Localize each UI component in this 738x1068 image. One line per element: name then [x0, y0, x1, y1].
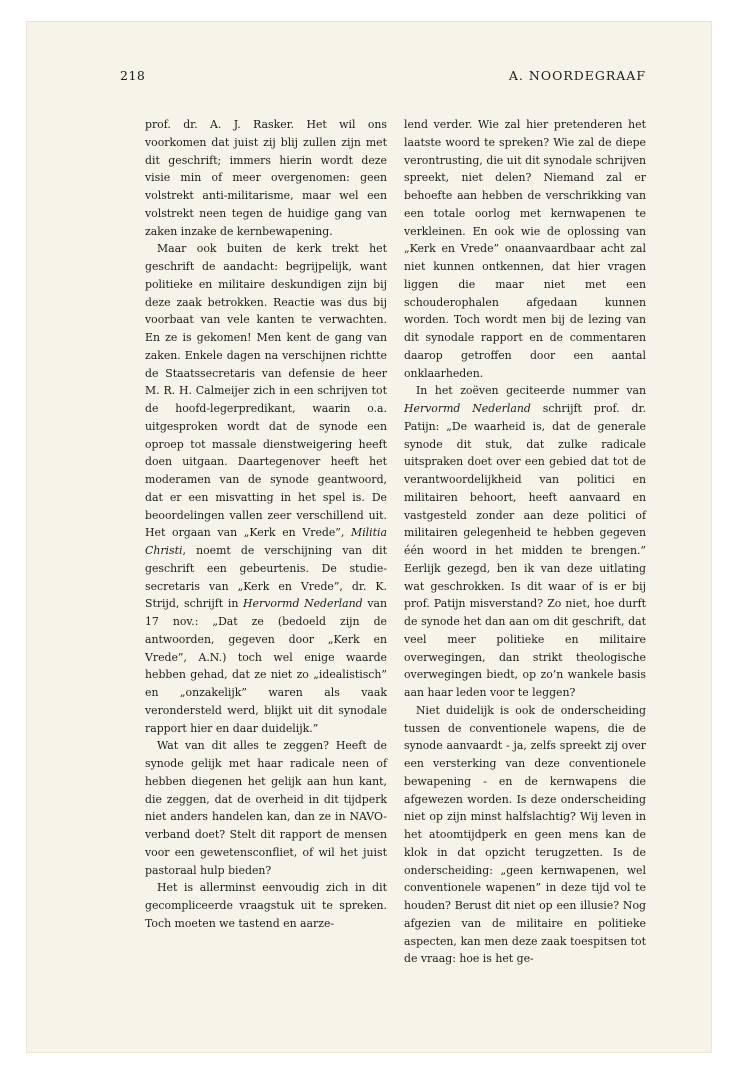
text-run: Maar ook buiten de kerk trekt het geschrift de aandacht: begrijpelijk, want politieke en militaire deskundigen zijn bij deze zaak betrokken. Reactie was dus bij voorbaat van vele kanten te verwachten. En ze is gekomen! Men kent de gang van zaken. Enkele dagen na verschijnen richtte de Staatssecretaris van defensie de heer M. R. H. Calmeijer zich in een schrijven tot de hoofd-legerpredikant, waarin o.a. uitgesproken wordt dat de synode een oproep tot massale dienstweigering heeft doen uitgaan. Daartegenover heeft het moderamen van de synode geantwoord, dat er een misvatting in het spel is. De beoordelingen vallen zeer verschillend uit. Het orgaan van „Kerk en Vrede”, [145, 242, 387, 540]
page-number: 218 [120, 68, 146, 83]
paragraph: prof. dr. A. J. Rasker. Het wil ons voorkomen dat juist zij blij zullen zijn met dit geschrift; immers hierin wordt deze visie min of meer overgenomen: geen volstrekt anti-militarisme, maar wel een volstrekt neen tegen de huidige gang van zaken inzake de kernbewapening. [145, 118, 387, 238]
italic-title: Hervormd Nederland [243, 597, 363, 611]
left-column [145, 116, 387, 933]
right-column [404, 116, 646, 968]
paragraph: Het is allerminst eenvoudig zich in dit gecompliceerde vraagstuk uit te spreken. Toch moeten we tastend en aarze- [145, 881, 387, 930]
text-run: , noemt de verschijning van dit geschrift een gebeurtenis. De studie-secretaris van „Kerk en Vrede”, dr. K. Strijd, schrijft in [145, 544, 387, 611]
italic-title: Militia Christi [145, 526, 387, 557]
italic-title: Hervormd Nederland [404, 402, 531, 415]
text-run: van 17 nov.: „Dat ze (bedoeld zijn de antwoorden, gegeven door „Kerk en Vrede”, A.N.) toch wel enige waarde hebben gehad, dat ze niet zo „idealistisch” en „onzakelijk” waren als vaak verondersteld werd, blijkt uit dit synodale rapport hier en daar duidelijk.” [145, 597, 388, 735]
paragraph [145, 240, 387, 737]
text-run: In het zoëven geciteerde nummer van [416, 384, 646, 398]
paragraph: Niet duidelijk is ook de onderscheiding tussen de conventionele wapens, die de synode aanvaardt - ja, zelfs spreekt zij over een versterking van deze conventionele bewapening - en de kernwapens die afgewezen worden. Is deze onderscheiding niet op zijn minst halfslachtig? Wij leven in het atoomtijdperk en geen mens kan de klok in dat opzicht terugzetten. Is de onderscheiding: „geen kernwapenen, wel conventionele wapenen” in deze tijd vol te houden? Berust dit niet op een illusie? Nog afgezien van de militaire en politieke aspecten, kan men deze zaak toespitsen tot de vraag: hoe is het ge- [404, 703, 646, 966]
page-header [120, 68, 646, 88]
paragraph: lend verder. Wie zal hier pretenderen het laatste woord te spreken? Wie zal de diepe verontrusting, die uit dit synodale schrijven spreekt, niet delen? Niemand zal er behoefte aan hebben de verschrikking van een totale oorlog met kernwapenen te verkleinen. En ook wie de oplossing van „Kerk en Vrede” onaanvaardbaar acht zal niet kunnen ontkennen, dat hier vragen liggen die maar niet met een schouderophalen afgedaan kunnen worden. Toch wordt men bij de lezing van dit synodale rapport en de commentaren daarop getroffen door een aantal onklaarheden. [404, 118, 646, 380]
paragraph: Wat van dit alles te zeggen? Heeft de synode gelijk met haar radicale neen of hebben diegenen het gelijk aan hun kant, die zeggen, dat de overheid in dit tijdperk niet anders handelen kan, dan ze in NAVO-verband doet? Stelt dit rapport de mensen voor een gewetensconfliet, of wil het juist pastoraal hulp bieden? [145, 739, 387, 877]
text-run: schrijft prof. dr. Patijn: „De waarheid is, dat de generale synode dit stuk, dat zulke radicale uitspraken doet over een gebied dat tot de verantwoordelijkheid van politici en militairen behoort, heeft aanvaard en vastgesteld zonder aan deze politici of militairen gelegenheid te hebben gegeven één woord in het midden te brengen.” Eerlijk gezegd, ben ik van deze uitlating wat geschrokken. Is dit waar of is er bij prof. Patijn misverstand? Zo niet, hoe durft de synode het dan aan om dit geschrift, dat veel meer politieke en militaire overwegingen, dan strikt theologische overwegingen biedt, op zo’n wankele basis aan haar leden voor te leggen? [404, 402, 646, 699]
paragraph [404, 382, 646, 702]
running-head: A. NOORDEGRAAF [508, 68, 646, 83]
